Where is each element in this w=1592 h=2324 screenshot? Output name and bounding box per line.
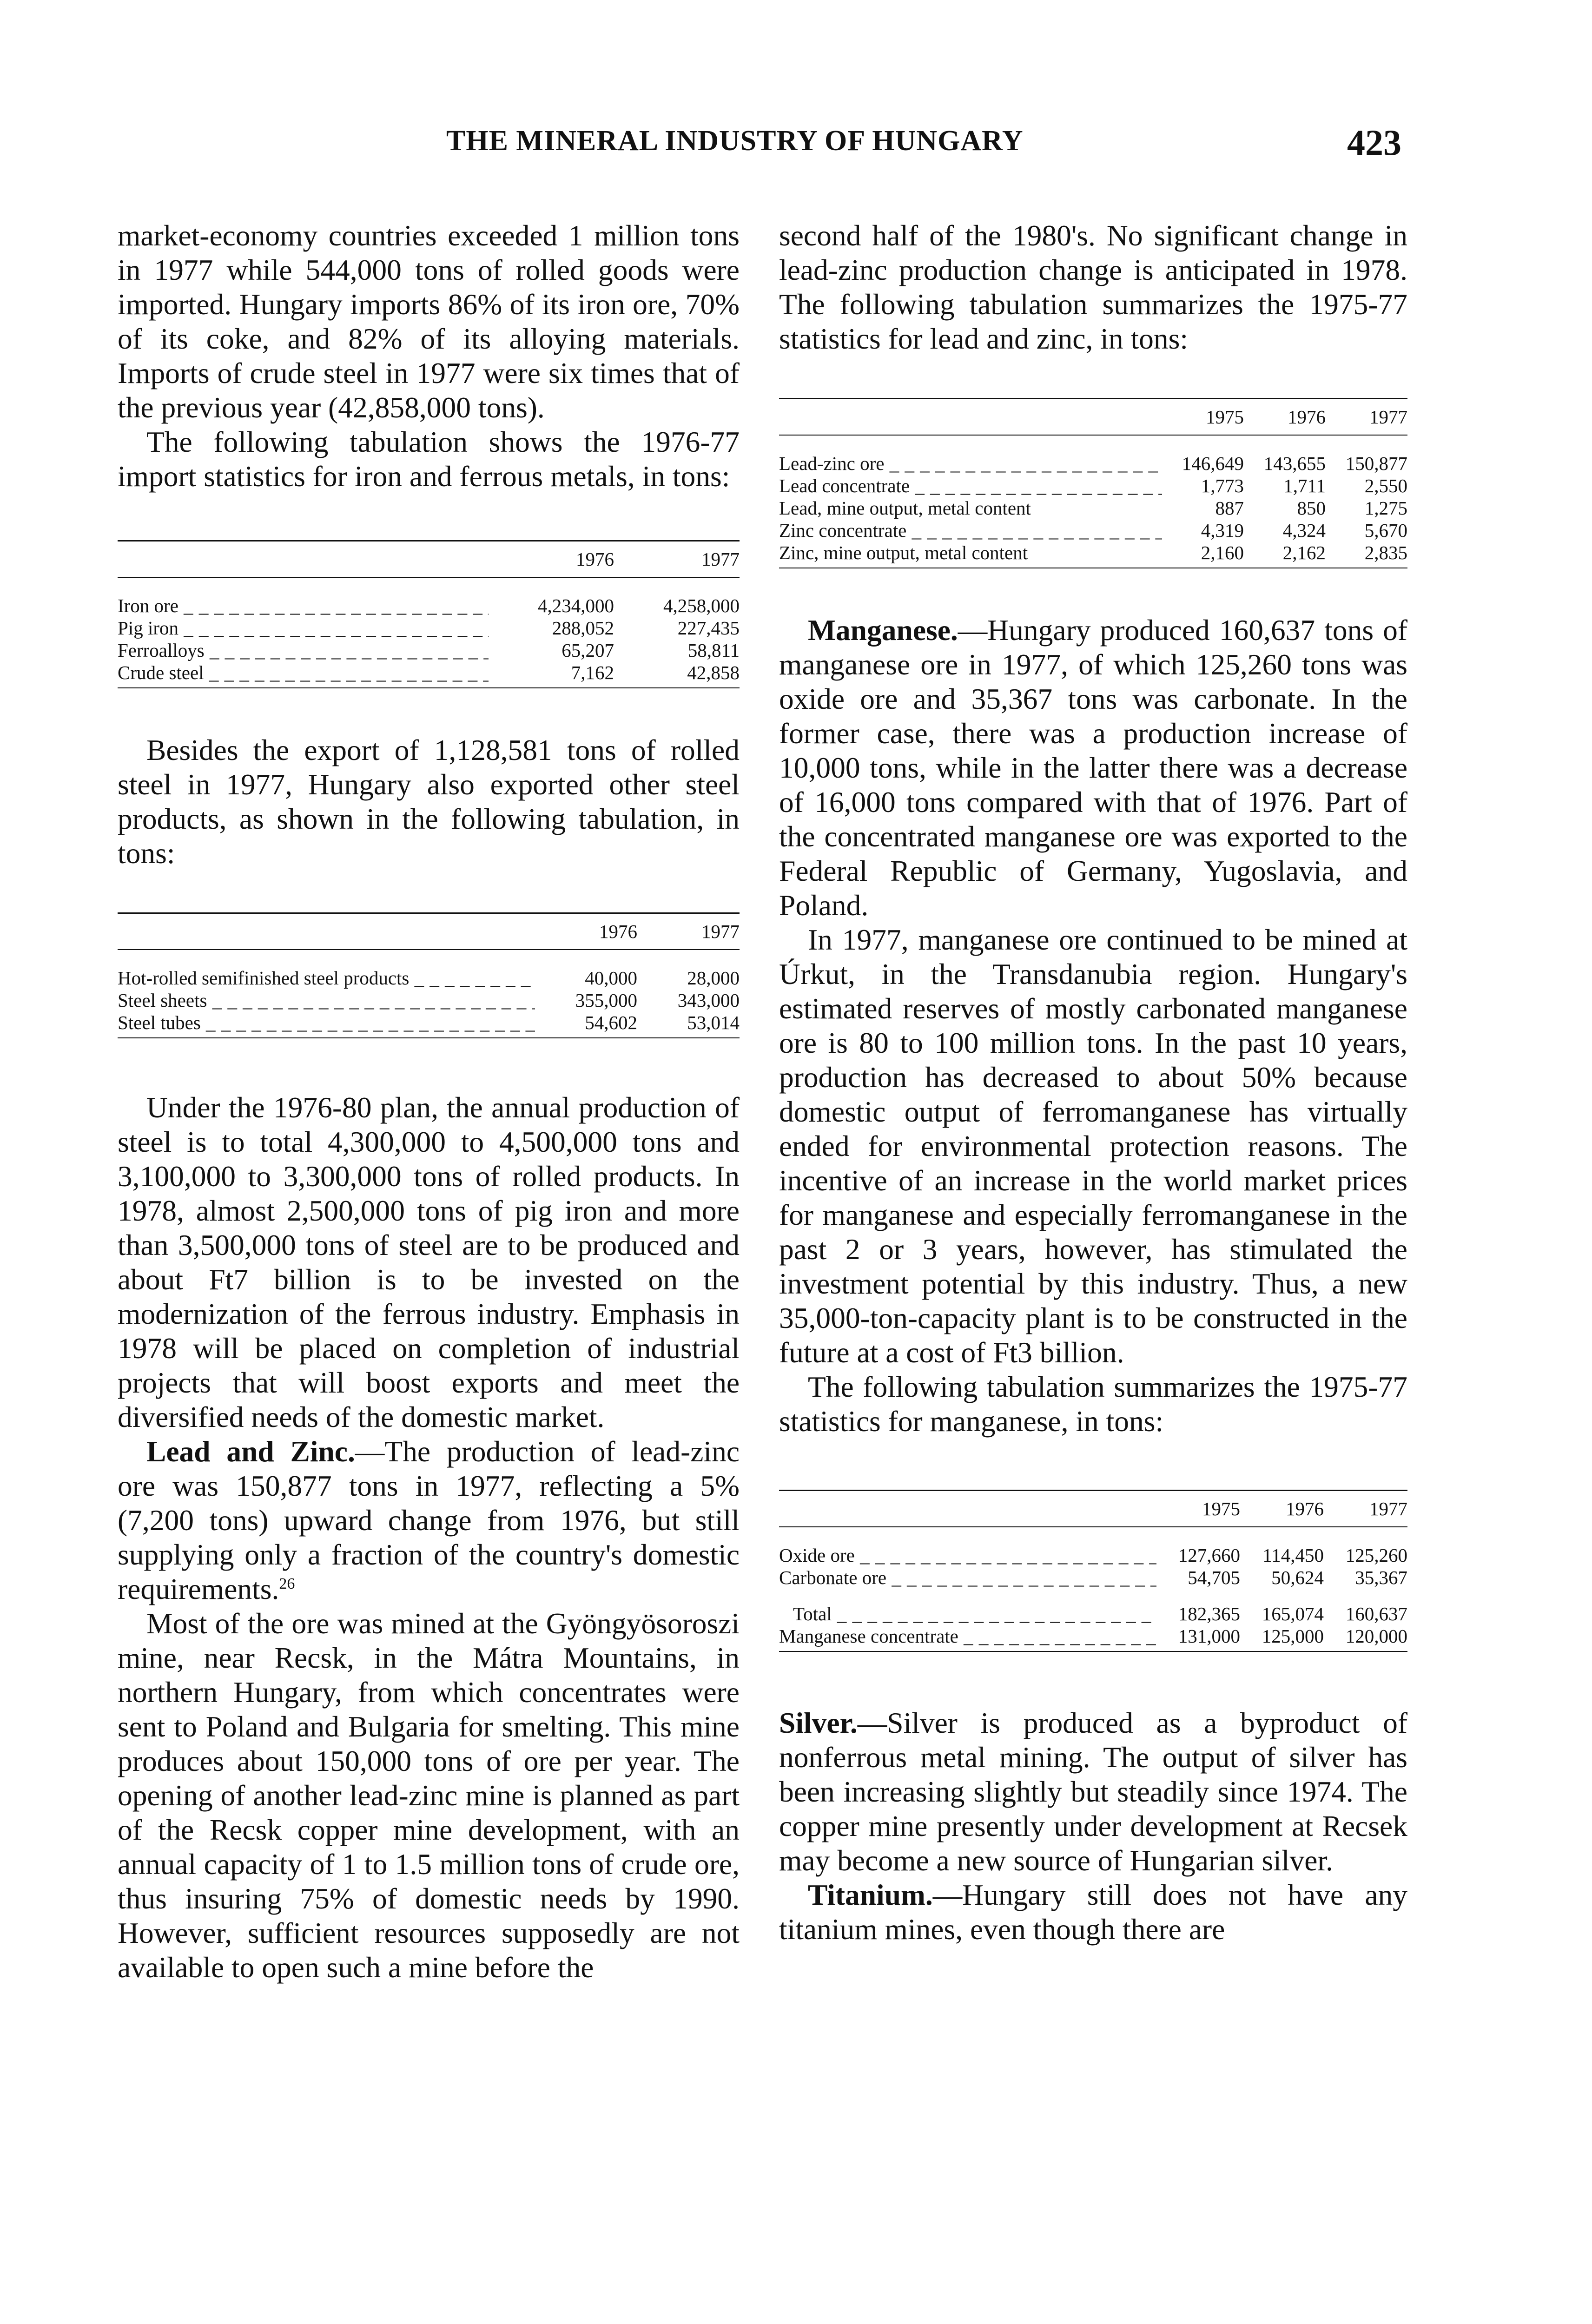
table-row: Steel tubes _ _ _ 54,602 53,014 bbox=[118, 1011, 740, 1034]
column-header: 1976 bbox=[599, 921, 637, 942]
table-row: Oxide ore _ _ _ 127,660 114,450 125,260 bbox=[779, 1544, 1407, 1566]
table-row: Pig iron _ _ _ 288,052 227,435 bbox=[118, 617, 740, 639]
paragraph: The following tabulation shows the 1976-77 import statistics for iron and ferrous metals, in tons: bbox=[118, 425, 740, 493]
iron-import-table bbox=[118, 540, 740, 688]
table-row: Lead concentrate _ _ _ 1,773 1,711 2,550 bbox=[779, 475, 1407, 497]
column-header: 1977 bbox=[701, 548, 740, 570]
table-row: Iron ore _ _ _ 4,234,000 4,258,000 bbox=[118, 594, 740, 617]
table-row: Zinc concentrate _ _ _ 4,319 4,324 5,670 bbox=[779, 519, 1407, 541]
paragraph: second half of the 1980's. No significant change in lead-zinc production change is anticipated in 1978. The following tabulation summarizes the 1975-77 statistics for lead and zinc, in tons: bbox=[779, 219, 1407, 355]
left-column bbox=[118, 218, 740, 1985]
table-row: Lead-zinc ore _ _ _ 146,649 143,655 150,877 bbox=[779, 452, 1407, 475]
paragraph: In 1977, manganese ore continued to be mined at Úrkut, in the Transdanubia region. Hungary's estimated reserves of mostly carbonated manganese ore is 80 to 100 million tons. In the past 10 years, production has decreased to about 50% because domestic output of ferromanganese has virtually ended for environmental protection reasons. The incentive of an increase in the world market prices for manganese and especially ferromanganese in the past 2 or 3 years, however, has stimulated the investment potential by this industry. Thus, a new 35,000-ton-capacity plant is to be constructed in the future at a cost of Ft3 billion. bbox=[779, 923, 1407, 1369]
column-header: 1976 bbox=[1288, 406, 1326, 428]
table-row: Zinc, mine output, metal content 2,160 2,162 2,835 bbox=[779, 542, 1407, 563]
table-row: Lead, mine output, metal content 887 850 1,275 bbox=[779, 497, 1407, 519]
paragraph: The following tabulation summarizes the 1975-77 statistics for manganese, in tons: bbox=[779, 1370, 1407, 1438]
table-row: Steel sheets _ _ _ 355,000 343,000 bbox=[118, 989, 740, 1011]
section-runin: Lead and Zinc. bbox=[146, 1435, 355, 1468]
paragraph: Manganese.—Hungary produced 160,637 tons of manganese ore in 1977, of which 125,260 tons was oxide ore and 35,367 tons was carbonate. In the former case, there was a production increase of 10,000 tons, while in the latter there was a decrease of 16,000 tons compared with that of 1976. Part of the concentrated manganese ore was exported to the Federal Republic of Germany, Yugoslavia, and Poland. bbox=[779, 614, 1407, 922]
section-runin: Manganese. bbox=[808, 614, 958, 647]
column-header: 1975 bbox=[1206, 406, 1244, 428]
table-row: Manganese concentrate _ _ _ 131,000 125,000 120,000 bbox=[779, 1625, 1407, 1647]
steel-export-table bbox=[118, 912, 740, 1038]
lead-zinc-table bbox=[779, 398, 1407, 568]
paragraph: Besides the export of 1,128,581 tons of rolled steel in 1977, Hungary also exported other steel products, as shown in the following tabulation, in tons: bbox=[118, 733, 740, 870]
table-row: Ferroalloys _ _ _ 65,207 58,811 bbox=[118, 639, 740, 661]
paragraph: Under the 1976-80 plan, the annual production of steel is to total 4,300,000 to 4,500,000 tons and 3,100,000 to 3,300,000 tons of rolled products. In 1978, almost 2,500,000 tons of pig iron and more than 3,500,000 tons of steel are to be produced and about Ft7 billion is to be invested on the modernization of the ferrous industry. Emphasis in 1978 will be placed on completion of industrial projects that will boost exports and meet the diversified needs of the domestic market. bbox=[118, 1091, 740, 1433]
section-runin: Silver. bbox=[779, 1706, 858, 1739]
paragraph: market-economy countries exceeded 1 million tons in 1977 while 544,000 tons of rolled goods were imported. Hungary imports 86% of its iron ore, 70% of its coke, and 82% of its alloying materials. Imports of crude steel in 1977 were six times that of the previous year (42,858,000 tons). bbox=[118, 219, 740, 424]
page-number: 423 bbox=[1347, 122, 1401, 163]
table-row: Crude steel _ _ _ 7,162 42,858 bbox=[118, 661, 740, 684]
column-header: 1976 bbox=[1286, 1498, 1324, 1519]
column-header: 1977 bbox=[1369, 1498, 1407, 1519]
column-header: 1976 bbox=[576, 548, 614, 570]
table-row: Carbonate ore _ _ _ 54,705 50,624 35,367 bbox=[779, 1566, 1407, 1589]
table-row: Total _ _ _ 182,365 165,074 160,637 bbox=[779, 1603, 1407, 1625]
column-header: 1977 bbox=[701, 921, 740, 942]
table-row: Hot-rolled semifinished steel products _ _ _ 40,000 28,000 bbox=[118, 967, 740, 989]
running-head: THE MINERAL INDUSTRY OF HUNGARY bbox=[446, 125, 1024, 157]
column-header: 1975 bbox=[1202, 1498, 1240, 1519]
manganese-table bbox=[779, 1490, 1407, 1652]
right-column bbox=[779, 218, 1407, 1947]
column-header: 1977 bbox=[1369, 406, 1407, 428]
paragraph: Silver.—Silver is produced as a byproduct of nonferrous metal mining. The output of silver has been increasing slightly but steadily since 1974. The copper mine presently under development at Recsek may become a new source of Hungarian silver. bbox=[779, 1706, 1407, 1877]
paragraph: Lead and Zinc.—The production of lead-zinc ore was 150,877 tons in 1977, reflecting a 5% (7,200 tons) upward change from 1976, but still supplying only a fraction of the country's domestic requirements.$^{26}$ bbox=[118, 1435, 740, 1605]
paragraph: Titanium.—Hungary still does not have any titanium mines, even though there are bbox=[779, 1878, 1407, 1946]
footnote-ref: 26 bbox=[279, 1575, 295, 1592]
paragraph: Most of the ore was mined at the Gyöngyösoroszi mine, near Recsk, in the Mátra Mountains, in northern Hungary, from which concentrates were sent to Poland and Bulgaria for smelting. This mine produces about 150,000 tons of ore per year. The opening of another lead-zinc mine is planned as part of the Recsk copper mine development, with an annual capacity of 1 to 1.5 million tons of crude ore, thus insuring 75% of domestic needs by 1990. However, sufficient resources supposedly are not available to open such a mine before the bbox=[118, 1607, 740, 1984]
section-runin: Titanium. bbox=[808, 1878, 933, 1911]
